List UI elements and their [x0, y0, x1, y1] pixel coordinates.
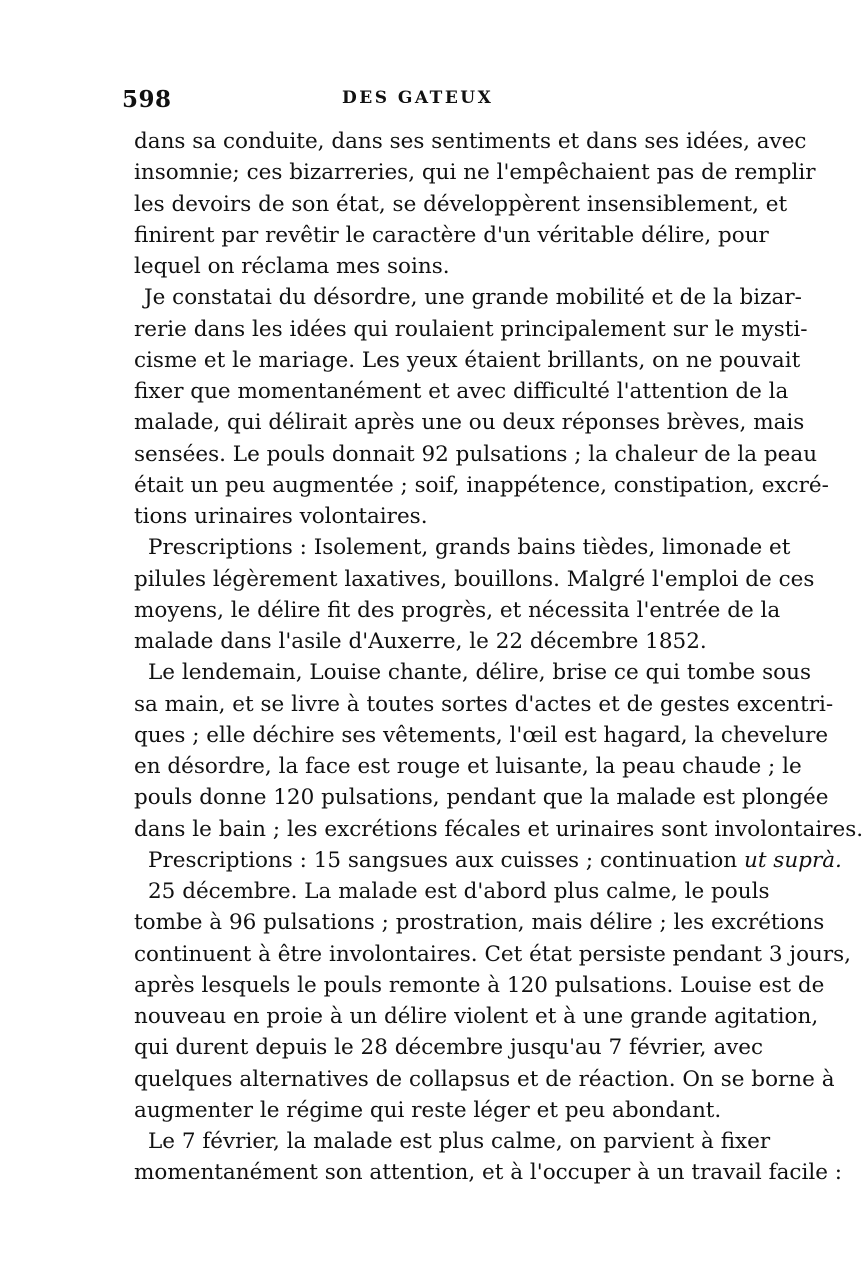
- text-line: pilules légèrement laxatives, bouillons. Malgré l'emploi de ces: [134, 566, 815, 592]
- text-line: Le lendemain, Louise chante, délire, brise ce qui tombe sous: [148, 660, 811, 686]
- text-line: [134, 845, 842, 876]
- text-line: insomnie; ces bizarreries, qui ne l'empêchaient pas de remplir: [134, 160, 816, 186]
- text-line: moyens, le délire fit des progrès, et nécessita l'entrée de la: [134, 597, 781, 623]
- text-line: en désordre, la face est rouge et luisante, la peau chaude ; le: [134, 754, 802, 779]
- text-line: momentanément son attention, et à l'occuper à un travail facile :: [134, 1160, 842, 1186]
- text-line: rerie dans les idées qui roulaient principalement sur le mysti-: [134, 316, 808, 342]
- text-line: dans le bain ; les excrétions fécales et urinaires sont involontaires.: [134, 816, 863, 842]
- text-line: sensées. Le pouls donnait 92 pulsations ; la chaleur de la peau: [134, 441, 818, 467]
- text-line: augmenter le régime qui reste léger et peu abondant.: [134, 1097, 722, 1123]
- text-line: Le 7 février, la malade est plus calme, on parvient à fixer: [148, 1129, 771, 1154]
- text-line: tombe à 96 pulsations ; prostration, mais délire ; les excrétions: [134, 910, 825, 936]
- text-line: 25 décembre. La malade est d'abord plus calme, le pouls: [148, 879, 770, 904]
- text-line: sa main, et se livre à toutes sortes d'actes et de gestes excentri-: [134, 691, 834, 717]
- running-title: DES GATEUX: [342, 88, 494, 108]
- text-line: les devoirs de son état, se développèrent insensiblement, et: [134, 191, 788, 217]
- text-line: malade dans l'asile d'Auxerre, le 22 décembre 1852.: [134, 629, 707, 654]
- text-line: nouveau en proie à un délire violent et à une grande agitation,: [134, 1004, 819, 1029]
- text-line: ques ; elle déchire ses vêtements, l'œil est hagard, la chevelure: [134, 722, 829, 748]
- text-line: finirent par revêtir le caractère d'un véritable délire, pour: [134, 222, 769, 248]
- text-line: dans sa conduite, dans ses sentiments et dans ses idées, avec: [134, 129, 807, 154]
- text-line: lequel on réclama mes soins.: [134, 254, 450, 279]
- text-line: Prescriptions : Isolement, grands bains tièdes, limonade et: [148, 535, 791, 561]
- text-line: quelques alternatives de collapsus et de réaction. On se borne à: [134, 1066, 835, 1092]
- text-line: était un peu augmentée ; soif, inappétence, constipation, excré-: [134, 472, 829, 498]
- text-line: continuent à être involontaires. Cet état persiste pendant 3 jours,: [134, 941, 852, 967]
- text-line: malade, qui délirait après une ou deux réponses brèves, mais: [134, 410, 805, 436]
- text-line: cisme et le mariage. Les yeux étaient brillants, on ne pouvait: [134, 347, 801, 373]
- body-text: [134, 126, 863, 1189]
- text-line: pouls donne 120 pulsations, pendant que la malade est plongée: [134, 785, 829, 811]
- text-segment: Prescriptions : 15 sangsues aux cuisses ; continuation: [148, 847, 738, 873]
- italic-phrase: ut suprà.: [743, 847, 842, 873]
- text-line: tions urinaires volontaires.: [134, 504, 428, 529]
- text-line: qui durent depuis le 28 décembre jusqu'au 7 février, avec: [134, 1035, 764, 1061]
- text-line: Je constatai du désordre, une grande mobilité et de la bizar-: [144, 285, 802, 311]
- page-header: [122, 86, 682, 122]
- text-line: après lesquels le pouls remonte à 120 pulsations. Louise est de: [134, 972, 825, 998]
- page-number: 598: [122, 86, 172, 113]
- text-line: fixer que momentanément et avec difficulté l'attention de la: [134, 379, 789, 404]
